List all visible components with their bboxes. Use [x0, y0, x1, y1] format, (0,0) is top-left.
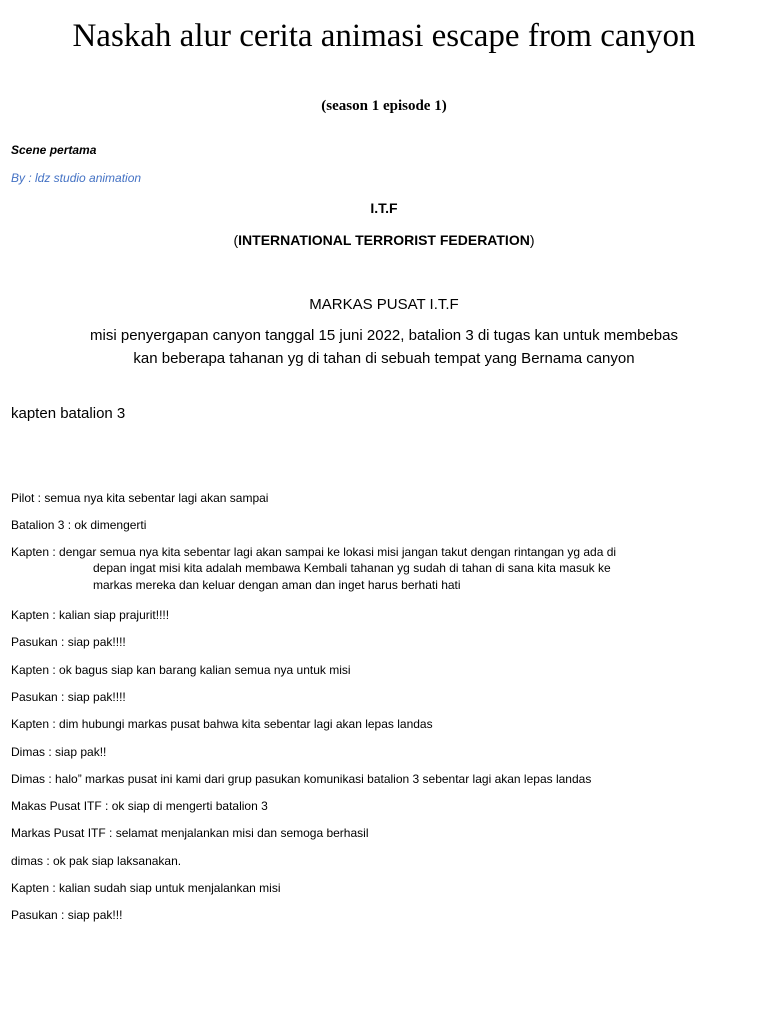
dialogue-line: Pilot : semua nya kita sebentar lagi akan sampai: [11, 491, 269, 505]
org-full-name: [0, 231, 768, 249]
dialogue-line: Kapten : kalian sudah siap untuk menjalankan misi: [11, 881, 281, 895]
hq-heading: MARKAS PUSAT I.T.F: [309, 296, 459, 313]
org-close-paren: ): [529, 232, 535, 248]
page-subtitle: (season 1 episode 1): [321, 98, 447, 114]
org-abbreviation: I.T.F: [370, 200, 398, 216]
dialogue-line: Batalion 3 : ok dimengerti: [11, 518, 147, 532]
dialogue-line: [11, 544, 711, 594]
captain-label: kapten batalion 3: [11, 405, 126, 422]
dialogue-line: Dimas : siap pak!!: [11, 745, 107, 759]
dialogue-line: Kapten : ok bagus siap kan barang kalian semua nya untuk misi: [11, 663, 351, 677]
dialogue-line: Pasukan : siap pak!!!: [11, 908, 123, 922]
dialogue-line: Pasukan : siap pak!!!!: [11, 635, 126, 649]
dialogue-line: dimas : ok pak siap laksanakan.: [11, 854, 182, 868]
byline: By : ldz studio animation: [11, 171, 142, 185]
dialogue-line: Kapten : kalian siap prajurit!!!!: [11, 608, 170, 622]
org-open-paren: (: [233, 232, 239, 248]
page-title: Naskah alur cerita animasi escape from canyon: [72, 18, 696, 54]
dialogue-line-text: Kapten : dengar semua nya kita sebentar lagi akan sampai ke lokasi misi jangan takut dengan rintangan yg ada di: [11, 545, 617, 559]
dialogue-line: Pasukan : siap pak!!!!: [11, 690, 126, 704]
dialogue-line: Dimas : halo” markas pusat ini kami dari grup pasukan komunikasi batalion 3 sebentar lagi akan lepas landas: [11, 772, 592, 786]
dialogue-line-continuation: depan ingat misi kita adalah membawa Kembali tahanan yg sudah di tahan di sana kita masuk ke: [93, 561, 611, 575]
scene-label: Scene pertama: [11, 143, 97, 157]
dialogue-line: Markas Pusat ITF : selamat menjalankan misi dan semoga berhasil: [11, 826, 369, 840]
org-full-name-text: INTERNATIONAL TERRORIST FEDERATION: [238, 232, 530, 248]
dialogue-line: Kapten : dim hubungi markas pusat bahwa kita sebentar lagi akan lepas landas: [11, 717, 433, 731]
dialogue-line: Makas Pusat ITF : ok siap di mengerti batalion 3: [11, 799, 268, 813]
dialogue-line-continuation: markas mereka dan keluar dengan aman dan inget harus berhati hati: [93, 578, 461, 592]
mission-paragraph: misi penyergapan canyon tanggal 15 juni 2022, batalion 3 di tugas kan untuk membebas kan beberapa tahanan yg di tahan di sebuah tempat yang Bernama canyon: [90, 327, 678, 367]
